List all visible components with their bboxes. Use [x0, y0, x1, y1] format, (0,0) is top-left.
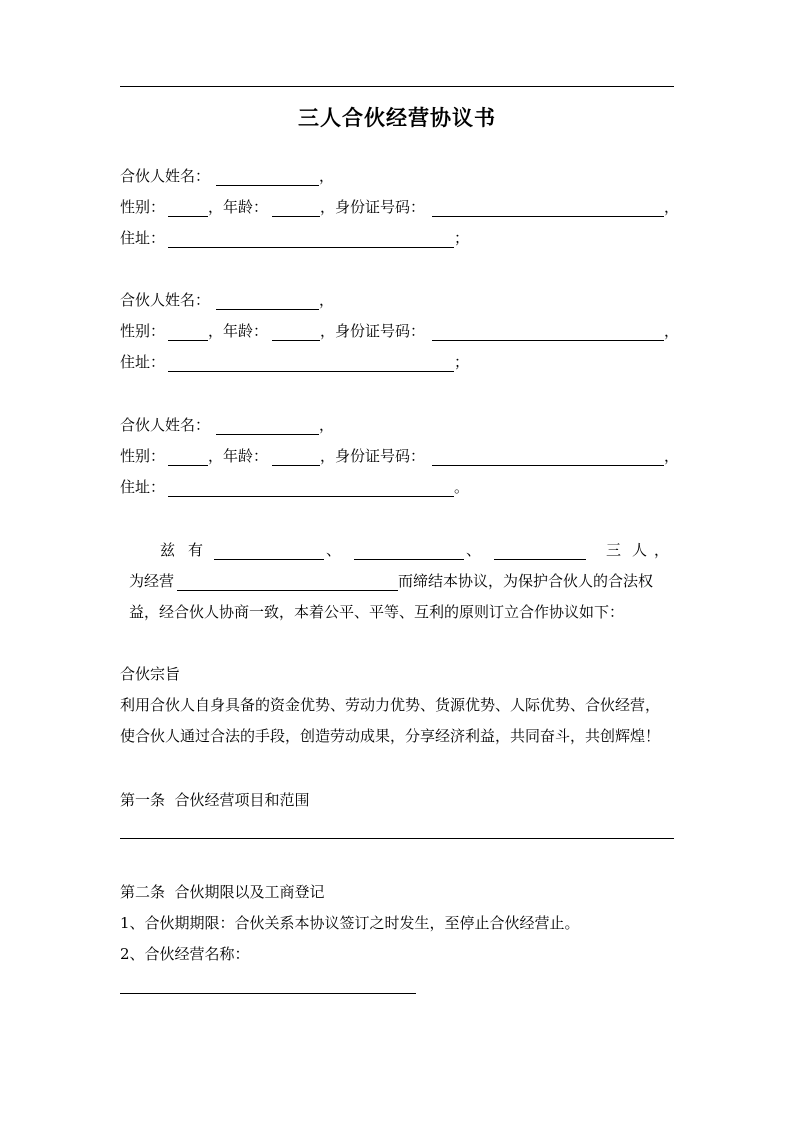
punct: ，	[319, 416, 335, 434]
business-purpose-field[interactable]	[177, 590, 398, 591]
gender-field[interactable]	[168, 465, 208, 466]
partner-2-name-row	[120, 290, 680, 314]
punct: ，	[654, 541, 670, 559]
partner-1-address-row	[120, 228, 680, 252]
intro-line-1	[120, 540, 680, 564]
id-label: ，身份证号码：	[320, 198, 426, 216]
partner-3-address-row	[120, 477, 680, 501]
address-field[interactable]	[168, 247, 454, 248]
id-label: ，身份证号码：	[320, 447, 426, 465]
partner-name-field[interactable]	[216, 185, 319, 186]
partner-a-name-field[interactable]	[214, 559, 324, 560]
purpose-heading: 合伙宗旨	[120, 665, 181, 683]
age-label: ，年龄：	[208, 322, 269, 340]
gender-label: 性别：	[120, 198, 166, 216]
id-label: ，身份证号码：	[320, 322, 426, 340]
intro-purpose-label: 为经营	[129, 572, 175, 590]
document-title: 三人合伙经营协议书	[298, 106, 496, 130]
intro-line-3: 益，经合伙人协商一致，本着公平、平等、互利的原则订立合作协议如下：	[129, 603, 625, 621]
intro-you: 有	[188, 541, 204, 559]
top-rule	[120, 86, 674, 87]
partner-b-name-field[interactable]	[354, 559, 464, 560]
article-1-heading: 第一条 合伙经营项目和范围	[120, 791, 310, 809]
article-2-item-1: 1、合伙期期限：合伙关系本协议签订之时发生，至停止合伙经营止。	[120, 914, 580, 932]
article-2-item-2: 2、合伙经营名称：	[120, 945, 250, 963]
partner-3-info-row	[120, 446, 680, 470]
partner-1-info-row	[120, 197, 680, 221]
intro-ren: 人	[632, 541, 648, 559]
intro-zi: 兹	[160, 541, 176, 559]
partner-2-address-row	[120, 352, 680, 376]
gender-label: 性别：	[120, 447, 166, 465]
partner-name-field[interactable]	[216, 434, 319, 435]
article-2-heading: 第二条 合伙期限以及工商登记	[120, 883, 325, 901]
partner-name-label: 合伙人姓名：	[120, 167, 211, 185]
age-field[interactable]	[272, 340, 320, 341]
age-label: ，年龄：	[208, 198, 269, 216]
age-field[interactable]	[272, 465, 320, 466]
punct: ；	[454, 229, 470, 247]
partner-1-name-row	[120, 166, 680, 190]
punct: ，	[664, 198, 680, 216]
id-number-field[interactable]	[432, 465, 664, 466]
business-name-field[interactable]	[120, 993, 416, 994]
address-label: 住址：	[120, 229, 166, 247]
punct: ，	[319, 167, 335, 185]
article-1-blank-line[interactable]	[120, 838, 674, 839]
punct: ，	[664, 322, 680, 340]
gender-field[interactable]	[168, 340, 208, 341]
partner-name-label: 合伙人姓名：	[120, 416, 211, 434]
age-label: ，年龄：	[208, 447, 269, 465]
purpose-line-2: 使合伙人通过合法的手段，创造劳动成果，分享经济利益，共同奋斗，共创辉煌！	[120, 727, 661, 745]
id-number-field[interactable]	[432, 216, 664, 217]
punct: ，	[319, 291, 335, 309]
address-field[interactable]	[168, 371, 454, 372]
punct: ；	[454, 353, 470, 371]
punct: 、	[466, 541, 482, 559]
purpose-line-1: 利用合伙人自身具备的资金优势、劳动力优势、货源优势、人际优势、合伙经营，	[120, 696, 661, 714]
partner-name-label: 合伙人姓名：	[120, 291, 211, 309]
punct: 。	[454, 478, 470, 496]
gender-label: 性别：	[120, 322, 166, 340]
gender-field[interactable]	[168, 216, 208, 217]
punct: ，	[664, 447, 680, 465]
intro-line-2	[120, 571, 680, 595]
intro-line-2-text: 而缔结本协议，为保护合伙人的合法权	[398, 572, 654, 590]
address-label: 住址：	[120, 478, 166, 496]
address-field[interactable]	[168, 496, 454, 497]
partner-c-name-field[interactable]	[494, 559, 586, 560]
partner-2-info-row	[120, 321, 680, 345]
partner-3-name-row	[120, 415, 680, 439]
intro-san: 三	[606, 541, 622, 559]
punct: 、	[326, 541, 342, 559]
partner-name-field[interactable]	[216, 309, 319, 310]
age-field[interactable]	[272, 216, 320, 217]
id-number-field[interactable]	[432, 340, 664, 341]
address-label: 住址：	[120, 353, 166, 371]
